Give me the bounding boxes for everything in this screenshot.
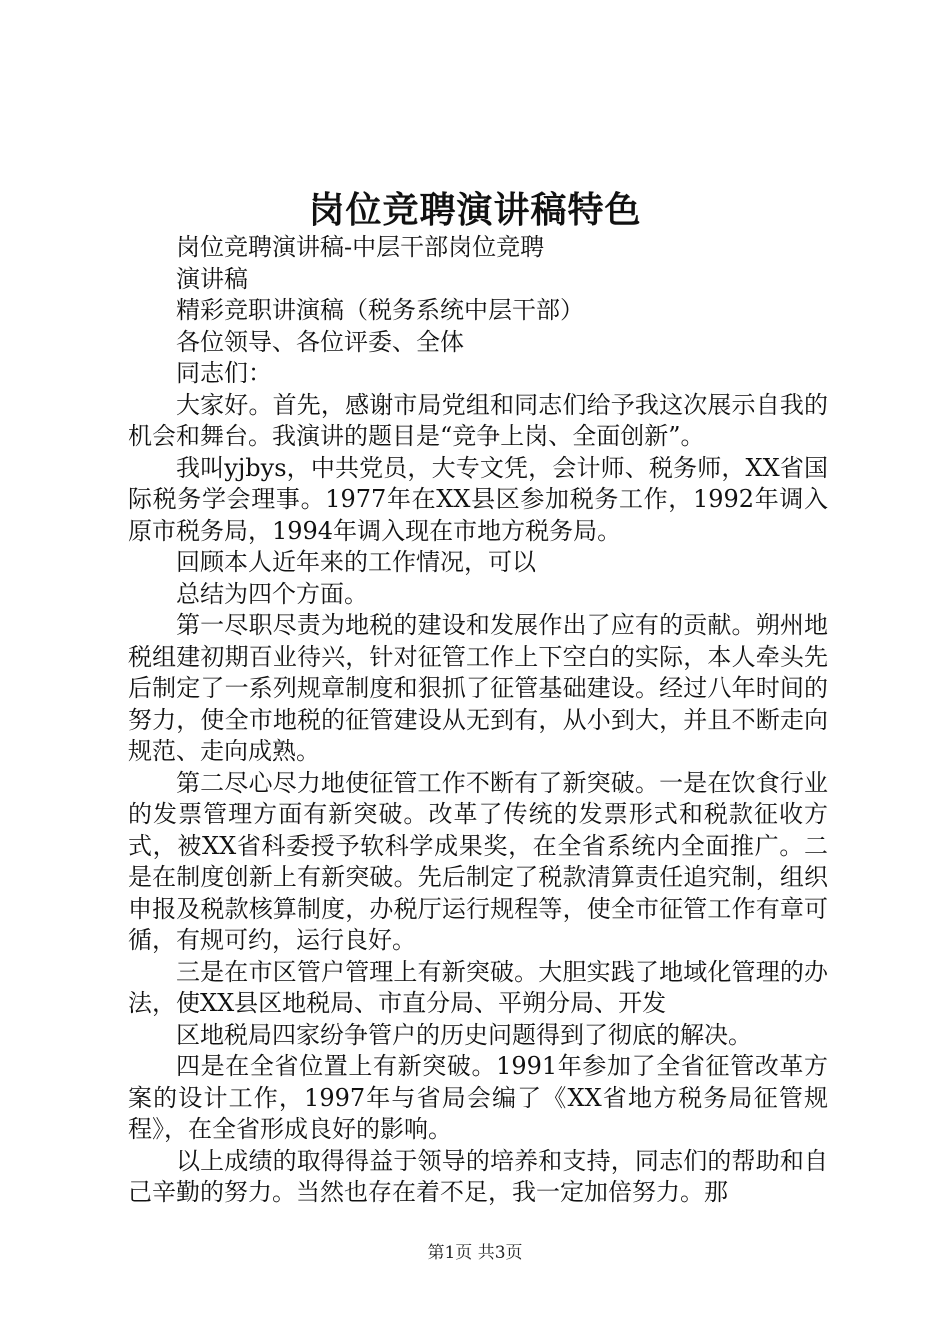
- paragraph: 区地税局四家纷争管户的历史问题得到了彻底的解决。: [176, 1020, 752, 1049]
- paragraph: 以上成绩的取得得益于领导的培养和支持，同志们的帮助和自己辛勤的努力。当然也存在着不足，我一定加倍努力。那: [128, 1146, 828, 1206]
- paragraph: 四是在全省位置上有新突破。1991年参加了全省征管改革方案的设计工作，1997年与省局会编了《XX省地方税务局征管规程》，在全省形成良好的影响。: [128, 1052, 828, 1143]
- paragraph: 精彩竞职讲演稿（税务系统中层干部）: [176, 296, 584, 324]
- document-title: 岗位竞聘演讲稿特色: [308, 189, 642, 231]
- paragraph: 我叫yjbys，中共党员，大专文凭，会计师、税务师，XX省国际税务学会理事。1977年在XX县区参加税务工作，1992年调入原市税务局，1994年调入现在市地方税务局。: [128, 453, 828, 545]
- paragraph: 各位领导、各位评委、全体: [176, 327, 464, 356]
- paragraph: 演讲稿: [176, 264, 248, 293]
- page-indicator: 第1页 共3页: [427, 1243, 523, 1263]
- paragraph: 第二尽心尽力地使征管工作不断有了新突破。一是在饮食行业的发票管理方面有新突破。改革了传统的发票形式和税款征收方式，被XX省科委授予软科学成果奖，在全省系统内全面推广。二是在制度创新上有新突破。先后制定了税款清算责任追究制，组织申报及税款核算制度，办税厅运行规程等，使全市征管工作有章可循，有规可约，运行良好。: [128, 768, 828, 954]
- paragraph: 三是在市区管户管理上有新突破。大胆实践了地域化管理的办法，使XX县区地税局、市直分局、平朔分局、开发: [128, 957, 828, 1017]
- paragraph: 回顾本人近年来的工作情况，可以: [176, 548, 536, 576]
- paragraph: 岗位竞聘演讲稿-中层干部岗位竞聘: [176, 233, 545, 261]
- paragraph: 大家好。首先，感谢市局党组和同志们给予我这次展示自我的机会和舞台。我演讲的题目是“竞争上岗、全面创新”。: [128, 390, 828, 450]
- paragraph: 总结为四个方面。: [176, 579, 368, 608]
- document-body: [128, 232, 828, 1209]
- paragraph: 第一尽职尽责为地税的建设和发展作出了应有的贡献。朔州地税组建初期百业待兴，针对征管工作上下空白的实际，本人牵头先后制定了一系列规章制度和狠抓了征管基础建设。经过八年时间的努力，使全市地税的征管建设从无到有，从小到大，并且不断走向规范、走向成熟。: [128, 611, 828, 765]
- paragraph: 同志们：: [176, 359, 272, 387]
